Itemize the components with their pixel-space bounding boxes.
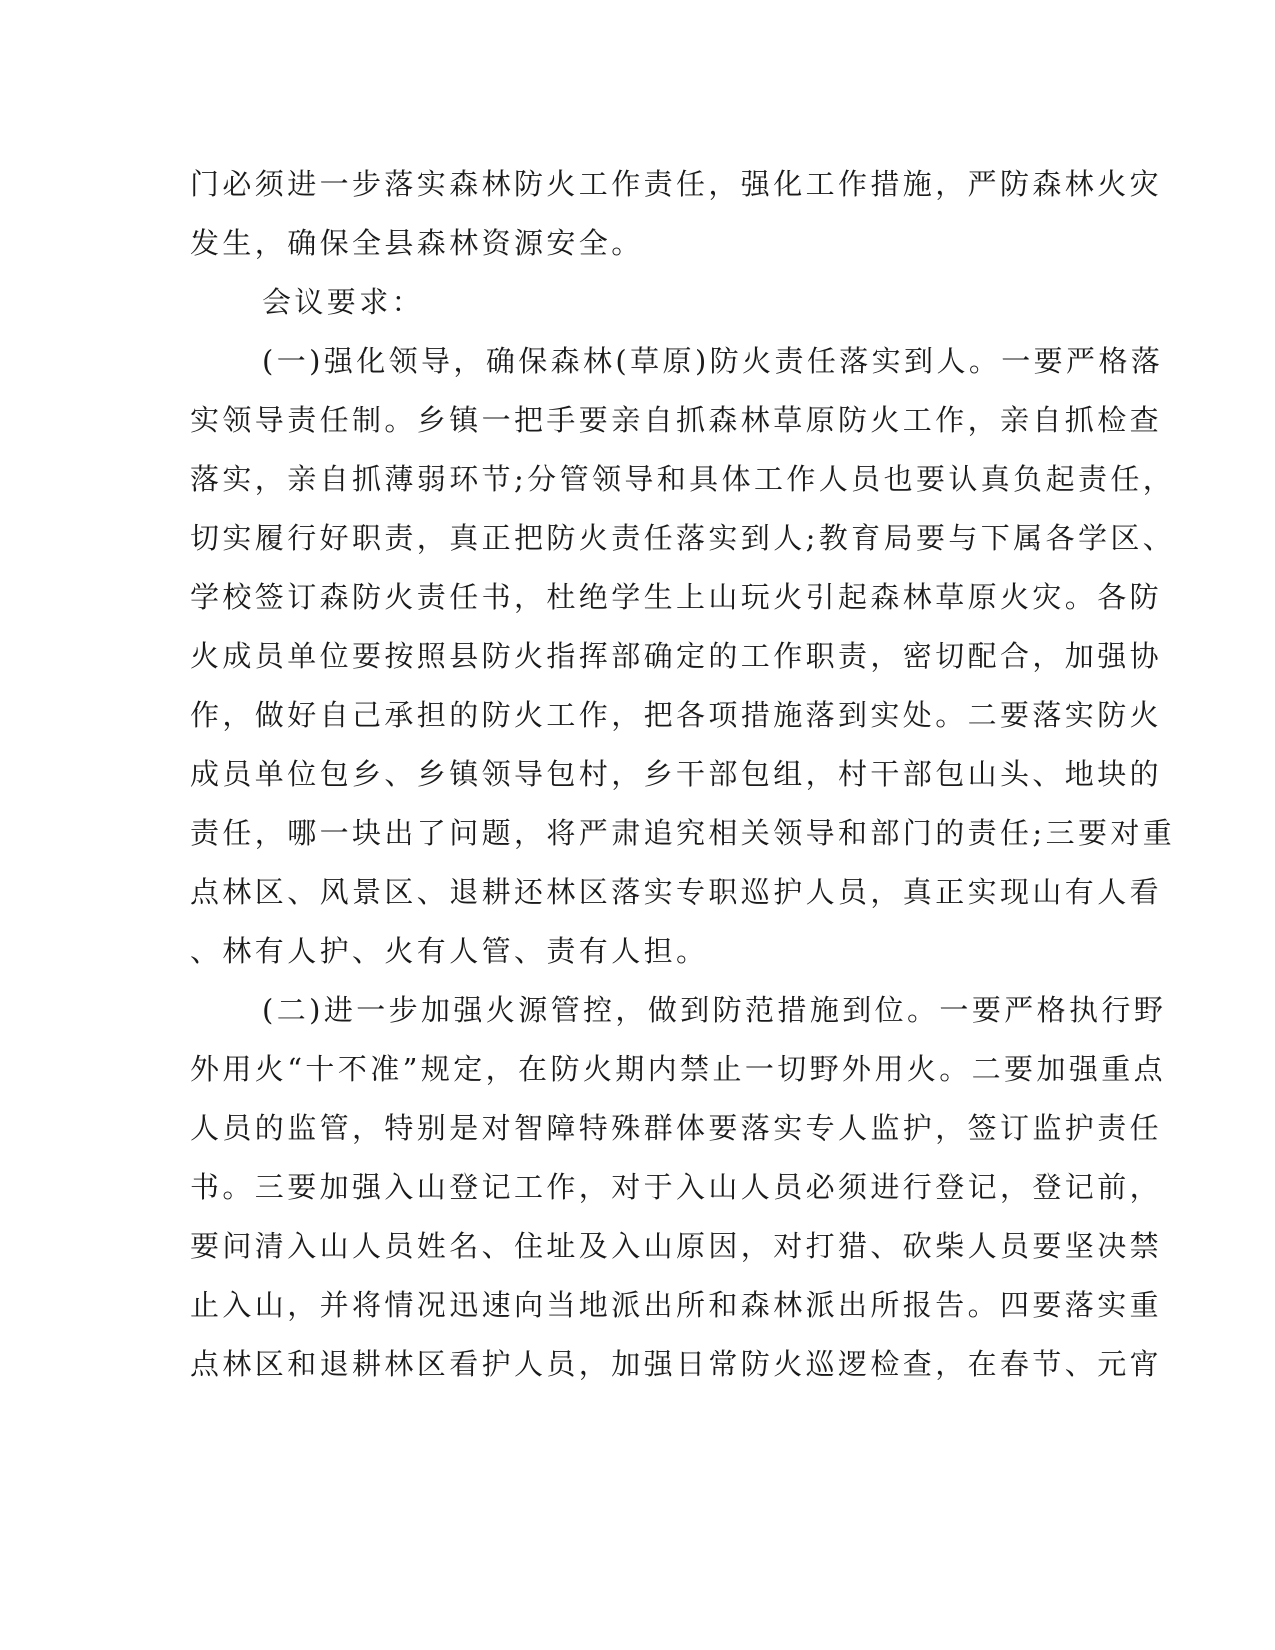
paragraph-heading-1: (一)强化领导，确保森林(草原)防火责任落实到人。一要严格落 xyxy=(262,344,1164,378)
text-line: 切实履行好职责，真正把防火责任落实到人;教育局要与下属各学区、 xyxy=(190,521,1176,555)
section-heading: 会议要求： xyxy=(262,285,425,319)
text-line: 作，做好自己承担的防火工作，把各项措施落到实处。二要落实防火 xyxy=(190,698,1163,732)
paragraph-heading-2: (二)进一步加强火源管控，做到防范措施到位。一要严格执行野 xyxy=(262,993,1167,1027)
text-line: 学校签订森防火责任书，杜绝学生上山玩火引起森林草原火灾。各防 xyxy=(190,580,1163,614)
text-line: 止入山，并将情况迅速向当地派出所和森林派出所报告。四要落实重 xyxy=(190,1288,1163,1322)
text-line: 责任，哪一块出了问题，将严肃追究相关领导和部门的责任;三要对重 xyxy=(190,816,1176,850)
text-line: 要问清入山人员姓名、住址及入山原因，对打猎、砍柴人员要坚决禁 xyxy=(190,1229,1163,1263)
text-line: 人员的监管，特别是对智障特殊群体要落实专人监护，签订监护责任 xyxy=(190,1111,1163,1145)
text-line: 外用火“十不准”规定，在防火期内禁止一切野外用火。二要加强重点 xyxy=(190,1052,1167,1086)
text-line: 书。三要加强入山登记工作，对于入山人员必须进行登记，登记前， xyxy=(190,1170,1163,1204)
text-line: 落实，亲自抓薄弱环节;分管领导和具体工作人员也要认真负起责任， xyxy=(190,462,1176,496)
text-line: 实领导责任制。乡镇一把手要亲自抓森林草原防火工作，亲自抓检查 xyxy=(190,403,1163,437)
text-line: 门必须进一步落实森林防火工作责任，强化工作措施，严防森林火灾 xyxy=(190,167,1163,201)
text-line: 、林有人护、火有人管、责有人担。 xyxy=(190,934,709,968)
text-line: 成员单位包乡、乡镇领导包村，乡干部包组，村干部包山头、地块的 xyxy=(190,757,1163,791)
text-line: 发生，确保全县森林资源安全。 xyxy=(190,226,644,260)
text-line: 点林区、风景区、退耕还林区落实专职巡护人员，真正实现山有人看 xyxy=(190,875,1163,909)
text-line: 点林区和退耕林区看护人员，加强日常防火巡逻检查，在春节、元宵 xyxy=(190,1347,1163,1381)
text-line: 火成员单位要按照县防火指挥部确定的工作职责，密切配合，加强协 xyxy=(190,639,1163,673)
